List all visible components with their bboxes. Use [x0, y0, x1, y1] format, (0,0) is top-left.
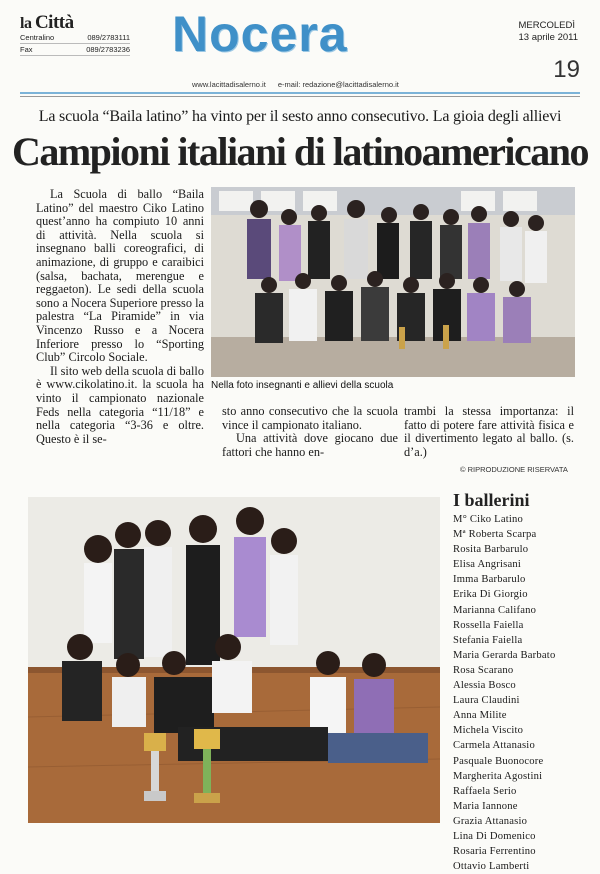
- logo-name: Città: [34, 12, 74, 33]
- article-headline: Campioni italiani di latinoamericano: [11, 129, 589, 174]
- dancer-name: Marianna Califano: [453, 604, 537, 616]
- article-kicker: La scuola “Baila latino” ha vinto per il sesto anno consecutivo. La gioia degli allievi: [38, 108, 562, 125]
- article-paragraph: Una attività dove giocano due fattori che hanno en-: [222, 431, 398, 459]
- dancer-name: Maria Gerarda Barbato: [453, 649, 556, 661]
- dancer-name: Lina Di Domenico: [453, 830, 536, 842]
- email-link[interactable]: e-mail: redazione@lacittadisalerno.it: [277, 80, 399, 89]
- group-photo: [211, 187, 575, 377]
- dancer-name: Raffaela Serio: [453, 785, 517, 797]
- header-rule-thin: [20, 96, 580, 97]
- contact-value: 089/2783111: [87, 33, 130, 42]
- contact-row-fax: [20, 44, 130, 56]
- dancer-name: Ottavio Lamberti: [453, 861, 530, 873]
- article-paragraph: Il sito web della scuola di ballo è www.cikolatino.it. la scuola ha vinto il campionato nazionale Feds nella categoria “11/18” e nella categoria “3-36 e oltre. Questo è il se-: [36, 363, 204, 446]
- page-number: 19: [553, 56, 580, 83]
- dancer-name: Maria Iannone: [453, 800, 518, 812]
- dancer-name: Rosa Scarano: [453, 664, 514, 676]
- article-paragraph: trambi la stessa importanza: il fatto di potere fare attività fisica e il divertimento legato al ballo. (s. d’a.): [404, 404, 574, 459]
- dancer-name: Laura Claudini: [453, 695, 520, 707]
- website-link[interactable]: www.lacittadisalerno.it: [192, 80, 266, 89]
- dancer-name: Alessia Bosco: [453, 680, 516, 692]
- dancer-name: Rossella Faiella: [453, 619, 524, 631]
- contact-label: Fax: [20, 45, 33, 54]
- article-column-2: [222, 405, 398, 459]
- dancers-list: [453, 512, 593, 874]
- dancer-name: Grazia Attanasio: [453, 815, 528, 827]
- dancers-photo: [28, 497, 440, 823]
- newspaper-logo: [20, 12, 74, 34]
- section-title: Nocera: [172, 6, 348, 62]
- dancer-name: Margherita Agostini: [453, 770, 543, 782]
- article-column-1: [36, 188, 204, 446]
- contact-numbers: [20, 32, 130, 56]
- dancer-name: Erika Di Giorgio: [453, 589, 528, 601]
- logo-prefix: la: [20, 15, 32, 32]
- article-paragraph: sto anno consecutivo che la scuola vince il campionato italiano.: [222, 404, 398, 432]
- dancer-name: Elisa Angrisani: [453, 559, 522, 571]
- dancer-name: Pasquale Buonocore: [453, 755, 544, 767]
- dancer-name: Rosita Barbarulo: [453, 544, 529, 556]
- contact-row-phone: [20, 32, 130, 44]
- issue-weekday: MERCOLEDÌ: [518, 20, 575, 31]
- dancers-photo-image: [28, 497, 440, 823]
- article-paragraph: La Scuola di ballo “Baila Latino” del maestro Ciko Latino quest’anno ha compiuto 10 anni di attività. Nella scuola si insegnano balli coreografici, di animazione, di gruppo e caraibici (salsa, bachata, merengue e reggaeton). Le sedi della scuola sono a Nocera Superiore presso la palestra “La Piramide” in via Vincenzo Russo e a Nocera Inferiore presso lo “Sporting Club” Circolo Sociale.: [36, 187, 204, 365]
- dancer-name: Michela Viscito: [453, 725, 524, 737]
- dancer-name: Imma Barbarulo: [453, 574, 526, 586]
- dancer-name: Mª Roberta Scarpa: [453, 529, 537, 541]
- dancer-name: Anna Milite: [453, 710, 507, 722]
- dancer-name: Carmela Attanasio: [453, 740, 535, 752]
- header-rule: [20, 92, 580, 94]
- contact-label: Centralino: [20, 33, 55, 42]
- group-photo-image: [211, 187, 575, 377]
- dancers-list-title: I ballerini: [453, 490, 530, 510]
- dancer-name: M° Ciko Latino: [453, 514, 524, 525]
- copyright-note: © RIPRODUZIONE RISERVATA: [460, 465, 568, 474]
- contact-web: [192, 80, 399, 89]
- issue-date: [518, 20, 578, 44]
- contact-value: 089/2783236: [86, 45, 130, 54]
- dancer-name: Stefania Faiella: [453, 634, 523, 646]
- dancer-name: Rosaria Ferrentino: [453, 846, 536, 858]
- issue-day: 13 aprile 2011: [518, 32, 578, 43]
- photo-caption: Nella foto insegnanti e allievi della scuola: [211, 380, 394, 391]
- article-column-3: [404, 405, 574, 459]
